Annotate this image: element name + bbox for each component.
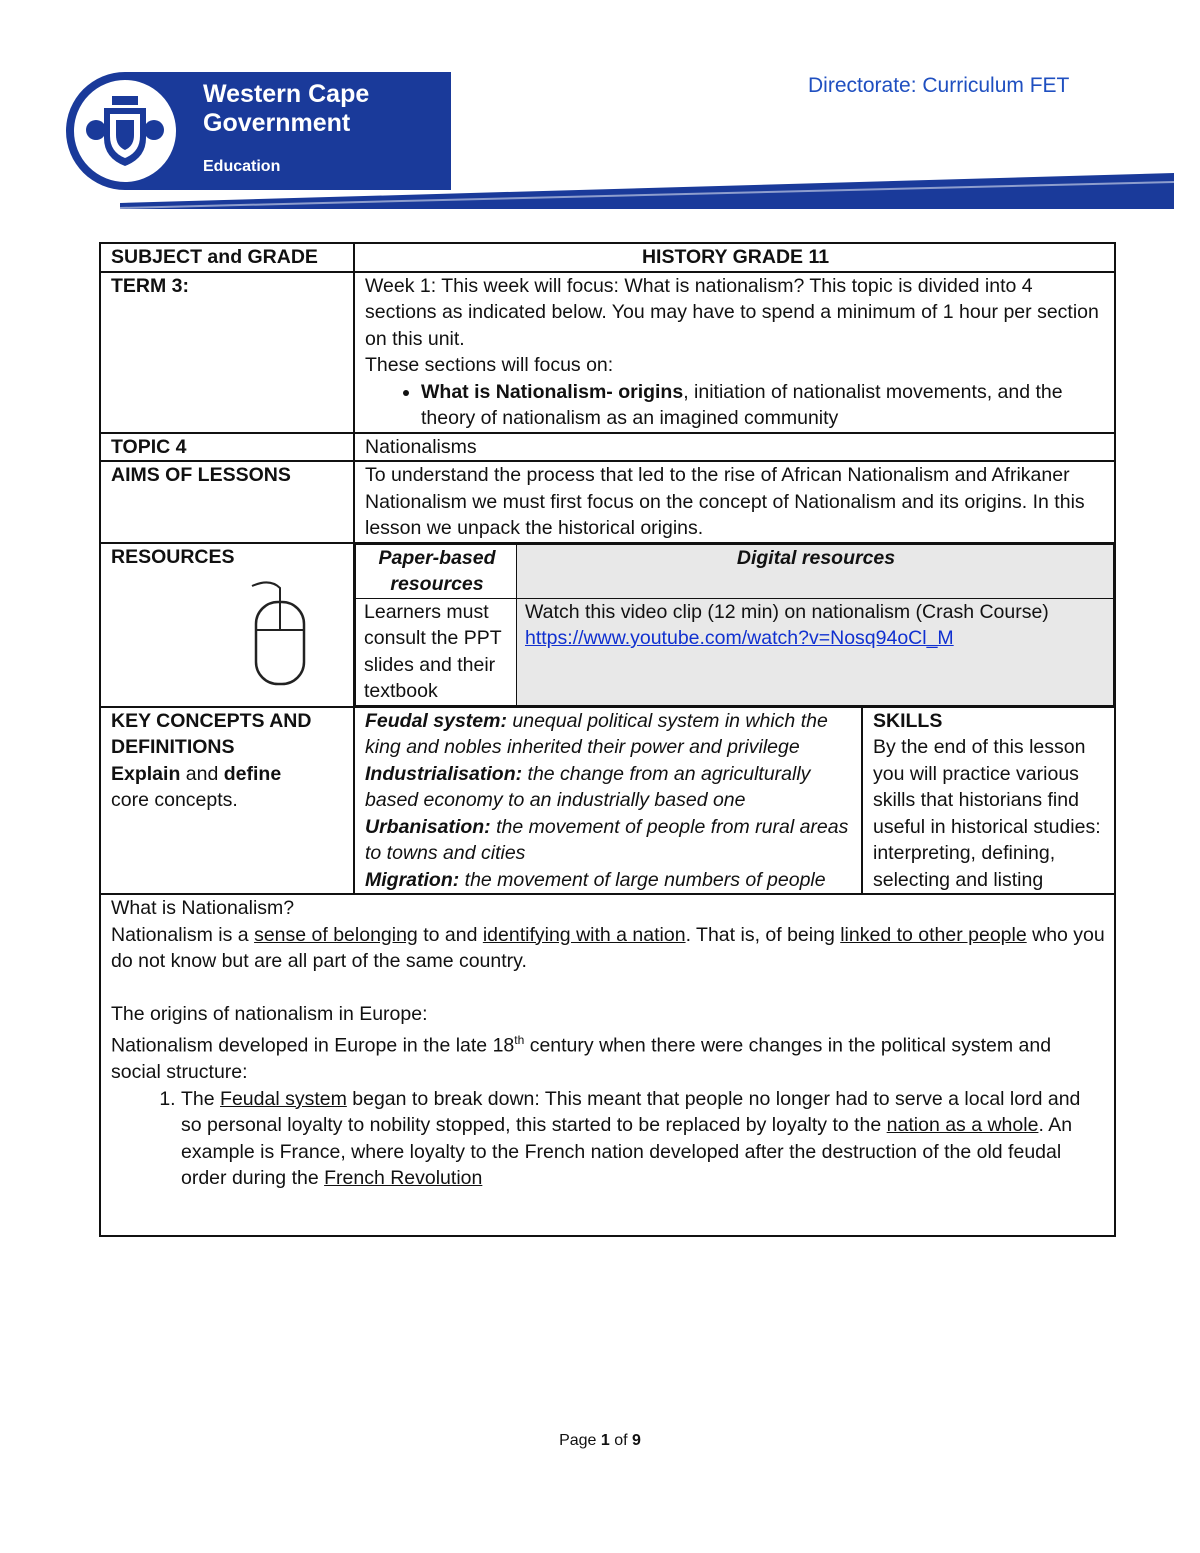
aims-value: To understand the process that led to the rise of African Nationalism and Afrikaner Nationalism we must first focus on the concept of Nationalism and its origins. In this lesson we unpack the historical origins.	[354, 461, 1115, 543]
skills-text: By the end of this lesson you will practice various skills that historians find useful in historical studies: interpreting, defining, selecting and listing	[873, 736, 1101, 891]
term-focus: These sections will focus on:	[365, 354, 614, 376]
definition-item: Feudal system: unequal political system in which the king and nobles inherited their power and privilege	[365, 709, 828, 758]
subject-value: HISTORY GRADE 11	[354, 243, 1115, 272]
term-label: TERM 3:	[100, 272, 354, 433]
logo-subtitle: Education	[203, 158, 281, 175]
body-paragraph-1: Nationalism is a sense of belonging to and identifying with a nation. That is, of being linked to other people who you do not know but are all part of the same country.	[111, 923, 1105, 972]
lesson-table	[99, 242, 1116, 1237]
origins-title: The origins of nationalism in Europe:	[111, 1002, 428, 1025]
aims-label: AIMS OF LESSONS	[100, 461, 354, 543]
subject-label: SUBJECT and GRADE	[100, 243, 354, 272]
origins-list	[111, 1086, 1106, 1192]
header-band	[120, 173, 1174, 209]
topic-row	[100, 433, 1115, 462]
term-row	[100, 272, 1115, 433]
skills-cell	[862, 707, 1115, 895]
definition-item: Industrialisation: the change from an agriculturally based economy to an industrially based one	[365, 762, 811, 811]
body-row	[100, 894, 1115, 1236]
coat-of-arms-icon	[71, 77, 179, 185]
skills-label: SKILLS	[873, 709, 943, 732]
term-intro: Week 1: This week will focus: What is nationalism? This topic is divided into 4 sections as indicated below. You may have to spend a minimum of 1 hour per section on this unit.	[365, 274, 1099, 350]
mouse-icon	[250, 578, 310, 688]
resources-label: RESOURCES	[100, 543, 354, 707]
aims-row	[100, 461, 1115, 543]
paper-resources-header: Paper-based resources	[356, 544, 517, 598]
body-content	[100, 894, 1115, 1236]
digital-resources-text: Watch this video clip (12 min) on nationalism (Crash Course)	[525, 600, 1049, 623]
key-concepts-definitions	[354, 707, 862, 895]
list-item: 1. The Feudal system began to break down: This meant that people no longer had to serve a local lord and so personal loyalty to nobility stopped, this started to be replaced by loyalty to the nation as a whole. An example is France, where loyalty to the French nation developed after the destruction of the old feudal order during the French Revolution	[181, 1086, 1106, 1192]
key-concepts-core: core concepts.	[111, 789, 238, 811]
key-concepts-label-cell	[100, 707, 354, 895]
topic-label: TOPIC 4	[100, 433, 354, 462]
resources-content	[354, 543, 1115, 707]
paper-resources-text: Learners must consult the PPT slides and their textbook	[356, 598, 517, 705]
logo-title: Western Cape Government	[203, 80, 370, 137]
body-paragraph-2: Nationalism developed in Europe in the late 18th century when there were changes in the political system and social structure:	[111, 1033, 1052, 1083]
resources-table	[355, 544, 1114, 706]
directorate-label: Directorate: Curriculum FET	[808, 74, 1070, 97]
term-content	[354, 272, 1115, 433]
topic-value: Nationalisms	[354, 433, 1115, 462]
page-footer: Page 1 of 9	[559, 1432, 641, 1449]
key-concepts-row	[100, 707, 1115, 895]
subject-row	[100, 243, 1115, 272]
digital-resources-cell	[517, 598, 1114, 705]
definition-item: Urbanisation: the movement of people from rural areas to towns and cities	[365, 815, 849, 864]
definition-item: Migration: the movement of large numbers of people	[365, 868, 826, 891]
body-question: What is Nationalism?	[111, 897, 295, 919]
key-concepts-label: KEY CONCEPTS AND DEFINITIONS	[111, 709, 312, 758]
term-bullet: • What is Nationalism- origins, initiation of nationalist movements, and the theory of nationalism as an imagined community	[421, 379, 1106, 432]
digital-resources-header: Digital resources	[517, 544, 1114, 598]
video-link[interactable]: https://www.youtube.com/watch?v=Nosq94oCl_M	[525, 627, 954, 649]
key-concepts-instruction: Explain and define	[111, 762, 282, 785]
